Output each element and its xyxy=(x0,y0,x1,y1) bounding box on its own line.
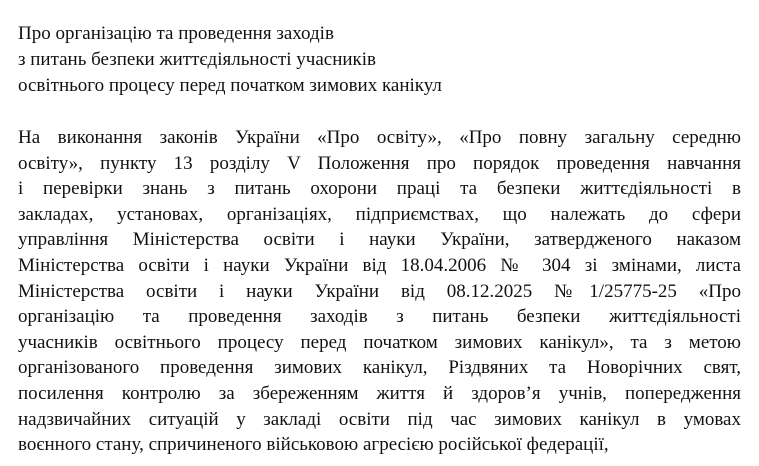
body-line-5: управління Міністерства освіти і науки України, затвердженого наказом xyxy=(18,229,741,251)
body-line-12: надзвичайних ситуацій у закладі освіти під час зимових канікул в умовах xyxy=(18,408,741,430)
title-line-1: Про організацію та проведення заходів xyxy=(18,23,334,44)
body-line-10: організованого проведення зимових канікул, Різдвяних та Новорічних свят, xyxy=(18,357,741,379)
body-line-13: воєнного стану, спричиненого військовою агресією російської федерації, xyxy=(18,434,609,456)
body-line-11: посилення контролю за збереженням життя й здоров’я учнів, попередження xyxy=(18,382,741,404)
document-body xyxy=(18,125,741,458)
body-line-1: На виконання законів України «Про освіту», «Про повну загальну середню xyxy=(18,127,741,148)
body-line-3: і перевірки знань з питань охорони праці та безпеки життєдіяльності в xyxy=(18,178,741,200)
body-line-9: учасників освітнього процесу перед початком зимових канікул», та з метою xyxy=(18,331,741,353)
body-line-2: освіту», пункту 13 розділу V Положення про порядок проведення навчання xyxy=(18,152,741,174)
title-line-3: освітнього процесу перед початком зимових канікул xyxy=(18,75,442,96)
document-title xyxy=(18,21,718,99)
title-line-2: з питань безпеки життєдіяльності учасників xyxy=(18,49,377,70)
body-line-7: Міністерства освіти і науки України від 08.12.2025 №1/25775-25 «Про xyxy=(18,280,741,302)
body-line-6: Міністерства освіти і науки України від 18.04.2006 № 304 зі змінами, листа xyxy=(18,254,741,276)
body-line-4: закладах, установах, організаціях, підприємствах, що належать до сфери xyxy=(18,203,741,225)
body-line-8: організацію та проведення заходів з питань безпеки життєдіяльності xyxy=(18,306,741,328)
